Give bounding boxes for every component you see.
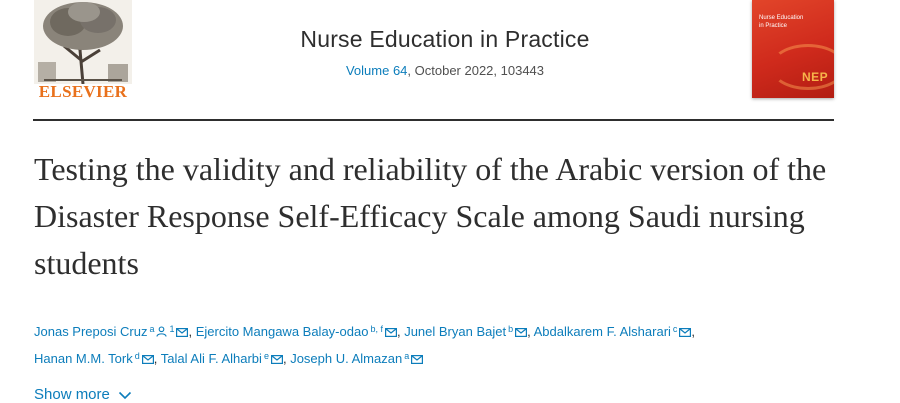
mail-icon — [176, 328, 188, 337]
header-divider — [33, 119, 834, 121]
cover-badge: NEP — [802, 70, 829, 84]
author-item[interactable] — [290, 351, 423, 366]
author-separator: , — [282, 351, 291, 366]
mail-icon — [142, 355, 154, 364]
author-note: 1 — [169, 324, 175, 334]
author-name: Talal Ali F. Alharbi — [160, 351, 262, 366]
volume-link[interactable]: Volume 64 — [345, 63, 408, 78]
author-separator: , — [527, 324, 534, 339]
author-name: Abdalkarem F. Alsharari — [533, 324, 671, 339]
author-name: Joseph U. Almazan — [290, 351, 403, 366]
article-title: Testing the validity and reliability of the Arabic version of the Disaster Response Self-Efficacy Scale among Saudi nursing students — [34, 151, 827, 281]
issue-details: , October 2022, 103443 — [407, 63, 545, 78]
author-affiliation: d — [134, 351, 140, 361]
author-name: Ejercito Mangawa Balay-odao — [195, 324, 369, 339]
mail-icon — [271, 355, 283, 364]
show-more-label: Show more — [34, 386, 110, 403]
author-list — [34, 317, 854, 371]
author-name: Junel Bryan Bajet — [404, 324, 507, 339]
publisher-wordmark: ELSEVIER — [38, 82, 128, 101]
mail-icon — [411, 355, 423, 364]
author-affiliation: a — [404, 351, 410, 361]
author-item[interactable] — [196, 324, 397, 339]
elsevier-logo[interactable] — [28, 0, 138, 102]
journal-header — [180, 26, 710, 78]
author-item[interactable] — [534, 324, 692, 339]
author-affiliation: e — [263, 351, 269, 361]
mail-icon — [679, 328, 691, 337]
journal-issue-info — [180, 63, 710, 78]
author-item[interactable] — [34, 324, 188, 339]
author-affiliation: b — [508, 324, 514, 334]
mail-icon — [515, 328, 527, 337]
author-item[interactable] — [404, 324, 527, 339]
author-affiliation: c — [672, 324, 678, 334]
author-name: Hanan M.M. Tork — [34, 351, 133, 366]
cover-journal-name: Nurse Education in Practice — [759, 15, 804, 29]
author-separator: , — [396, 324, 405, 339]
author-separator: , — [153, 351, 161, 366]
author-affiliation: a — [149, 324, 155, 334]
author-item[interactable] — [34, 351, 154, 366]
elsevier-tree-icon — [34, 0, 132, 84]
author-separator: , — [691, 324, 696, 339]
author-separator: , — [188, 324, 196, 339]
person-icon — [156, 326, 167, 337]
chevron-down-icon — [118, 391, 132, 400]
author-item[interactable] — [161, 351, 283, 366]
mail-icon — [385, 328, 397, 337]
author-name: Jonas Preposi Cruz — [34, 324, 148, 339]
show-more-button[interactable] — [34, 386, 132, 403]
journal-title-link[interactable]: Nurse Education in Practice — [300, 26, 590, 52]
journal-cover-thumbnail[interactable] — [752, 0, 834, 98]
author-affiliation: b, f — [370, 324, 383, 334]
